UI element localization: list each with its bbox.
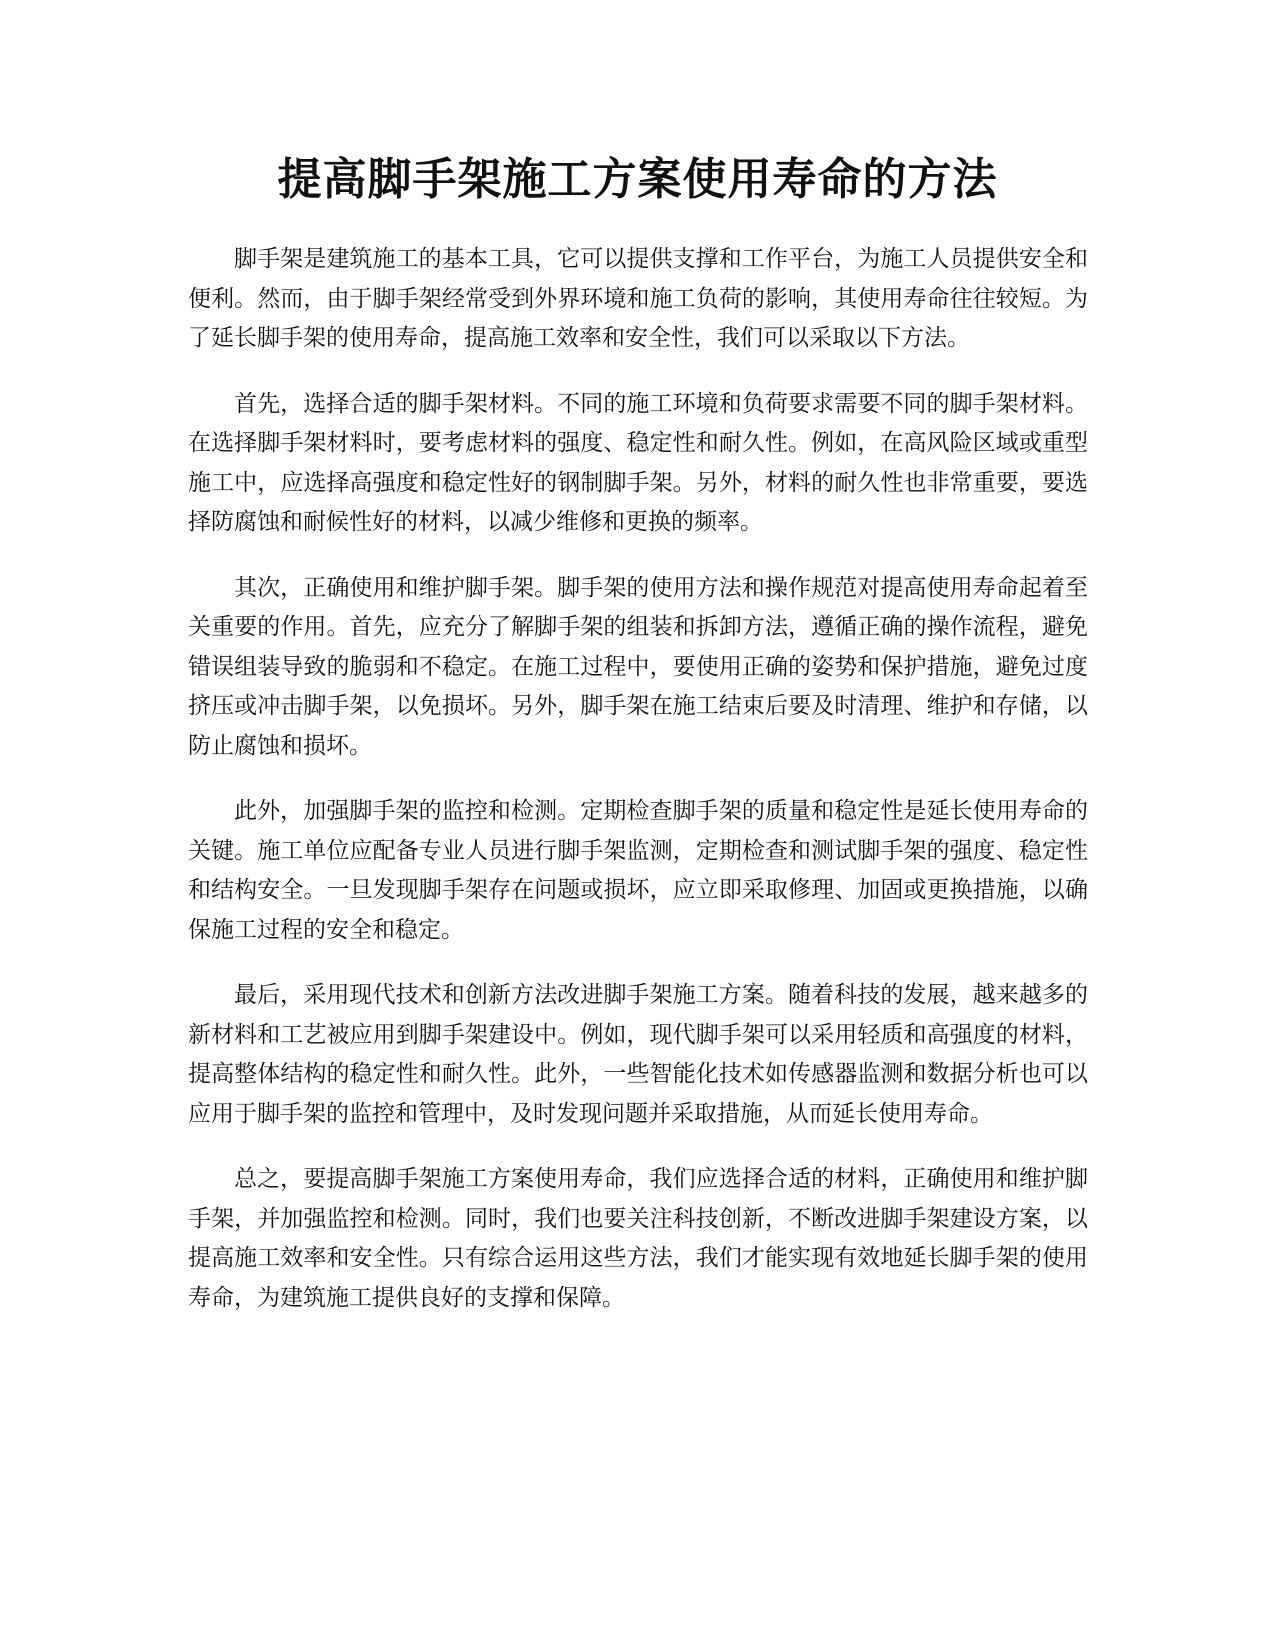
paragraph-intro: 脚手架是建筑施工的基本工具，它可以提供支撑和工作平台，为施工人员提供安全和便利。然而，由于脚手架经常受到外界环境和施工负荷的影响，其使用寿命往往较短。为了延长脚手架的使用寿命，提高施工效率和安全性，我们可以采取以下方法。 [188, 246, 1088, 351]
paragraph-materials: 首先，选择合适的脚手架材料。不同的施工环境和负荷要求需要不同的脚手架材料。在选择脚手架材料时，要考虑材料的强度、稳定性和耐久性。例如，在高风险区域或重型施工中，应选择高强度和稳定性好的钢制脚手架。另外，材料的耐久性也非常重要，要选择防腐蚀和耐候性好的材料，以减少维修和更换的频率。 [188, 390, 1088, 535]
document-title: 提高脚手架施工方案使用寿命的方法 [277, 154, 998, 205]
document-body [188, 240, 1088, 1344]
paragraph-technology: 最后，采用现代技术和创新方法改进脚手架施工方案。随着科技的发展，越来越多的新材料和工艺被应用到脚手架建设中。例如，现代脚手架可以采用轻质和高强度的材料，提高整体结构的稳定性和耐久性。此外，一些智能化技术如传感器监测和数据分析也可以应用于脚手架的监控和管理中，及时发现问题并采取措施，从而延长使用寿命。 [188, 982, 1088, 1127]
paragraph-usage-maintenance: 其次，正确使用和维护脚手架。脚手架的使用方法和操作规范对提高使用寿命起着至关重要的作用。首先，应充分了解脚手架的组装和拆卸方法，遵循正确的操作流程，避免错误组装导致的脆弱和不稳定。在施工过程中，要使用正确的姿势和保护措施，避免过度挤压或冲击脚手架，以免损坏。另外，脚手架在施工结束后要及时清理、维护和存储，以防止腐蚀和损坏。 [188, 574, 1088, 759]
paragraph-monitoring: 此外，加强脚手架的监控和检测。定期检查脚手架的质量和稳定性是延长使用寿命的关键。施工单位应配备专业人员进行脚手架监测，定期检查和测试脚手架的强度、稳定性和结构安全。一旦发现脚手架存在问题或损坏，应立即采取修理、加固或更换措施，以确保施工过程的安全和稳定。 [188, 798, 1088, 943]
paragraph-conclusion: 总之，要提高脚手架施工方案使用寿命，我们应选择合适的材料，正确使用和维护脚手架，并加强监控和检测。同时，我们也要关注科技创新，不断改进脚手架建设方案，以提高施工效率和安全性。只有综合运用这些方法，我们才能实现有效地延长脚手架的使用寿命，为建筑施工提供良好的支撑和保障。 [188, 1166, 1088, 1311]
